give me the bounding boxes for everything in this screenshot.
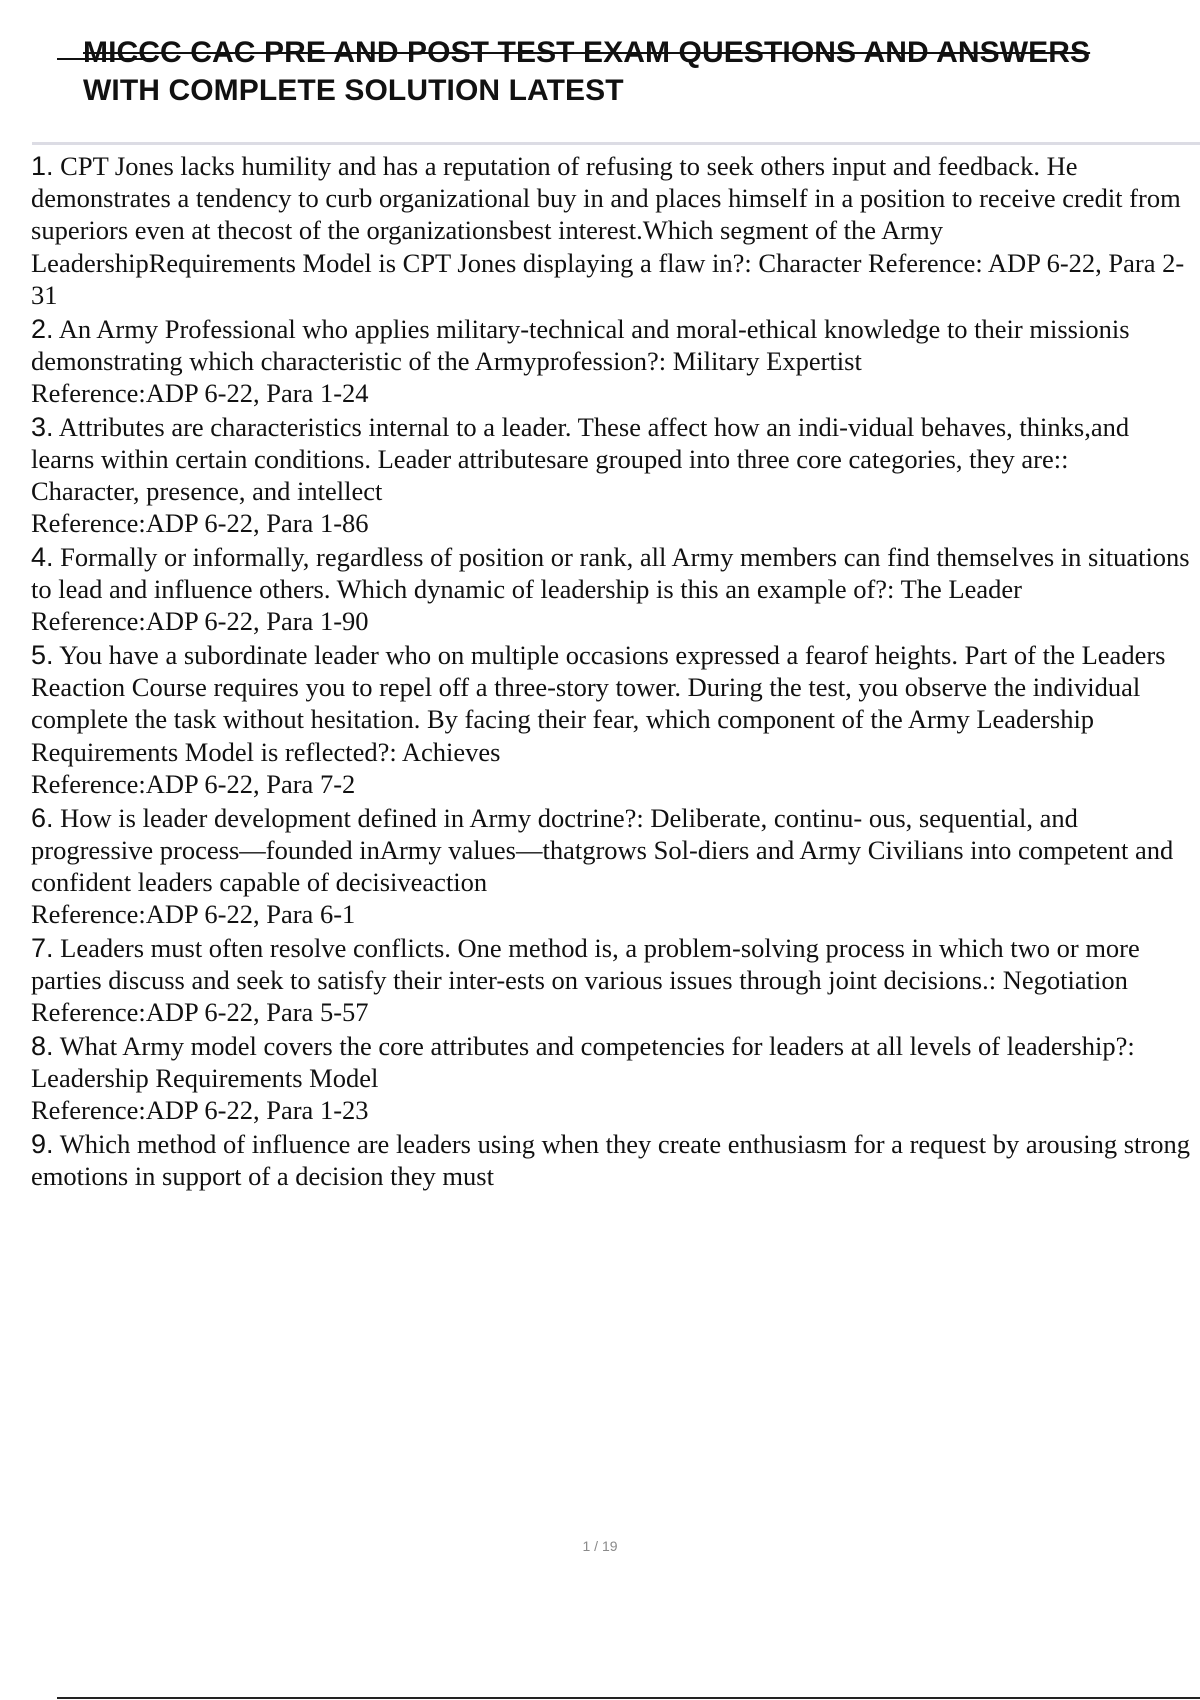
- question-item-3: [31, 411, 1166, 540]
- question-item-7: [31, 932, 1171, 1029]
- question-text: Attributes are characteristics internal to a leader. These affect how an indi-vidual behaves, thinks,and learns within certain conditions. Leader attributesare grouped into three core categories, they are:: Character, presence, and intellect: [31, 411, 1130, 507]
- title-line-1: MICCC CAC PRE AND POST TEST EXAM QUESTIONS AND ANSWERS: [83, 36, 1091, 69]
- question-reference: Reference:ADP 6-22, Para 7-2: [31, 768, 356, 799]
- question-text: CPT Jones lacks humility and has a reputation of refusing to seek others input and feedback. He demonstrates a tendency to curb organizational buy in and places himself in a position to receive credit from superiors even at thecost of the organizationsbest interest.Which segment of the Army LeadershipRequirements Model is CPT Jones displaying a flaw in?: Character Reference: ADP 6-22, Para 2-31: [31, 151, 1185, 310]
- question-item-8: [31, 1030, 1200, 1127]
- title-line-2: WITH COMPLETE SOLUTION LATEST: [83, 74, 624, 107]
- question-text: How is leader development defined in Army doctrine?: Deliberate, continu- ous, sequential, and progressive process—founded inArmy values—thatgrows Sol-diers and Army Civilians into competent and confident leaders capable of decisiveaction: [31, 802, 1174, 897]
- question-number: 6.: [31, 802, 54, 833]
- question-list: [31, 150, 1200, 1194]
- question-reference: Reference:ADP 6-22, Para 1-90: [31, 606, 369, 637]
- question-text: An Army Professional who applies military-technical and moral-ethical knowledge to their missionis demonstrating which characteristic of the Armyprofession?: Military Expertist: [31, 313, 1130, 376]
- question-item-1: [31, 150, 1200, 311]
- question-text: Leaders must often resolve conflicts. One method is, a problem-solving process in which two or more parties discuss and seek to satisfy their inter-ests on various issues through joint decisions.: Negotiation: [31, 932, 1140, 996]
- question-item-2: [31, 313, 1176, 410]
- question-text: You have a subordinate leader who on multiple occasions expressed a fearof heights. Part of the Leaders Reaction Course requires you to repel off a three-story tower. During the test, you observe the individual complete the task without hesitation. By facing their fear, which component of the Army Leadership Requirements Model is reflected?: Achieves: [31, 640, 1166, 767]
- question-item-6: [31, 802, 1200, 931]
- question-number: 3.: [31, 411, 54, 442]
- question-reference: Reference:ADP 6-22, Para 1-23: [31, 1095, 369, 1126]
- question-number: 5.: [31, 640, 54, 671]
- document-title: [83, 34, 1183, 110]
- question-item-4: [31, 541, 1200, 638]
- page-number: 1 / 19: [582, 1538, 618, 1554]
- question-number: 9.: [31, 1129, 54, 1160]
- question-item-5: [31, 639, 1200, 800]
- title-divider: [32, 142, 1200, 145]
- question-number: 1.: [31, 151, 54, 181]
- footer-rule: [57, 1697, 1200, 1699]
- question-text: What Army model covers the core attributes and competencies for leaders at all levels of leadership?: Leadership Requirements Model: [31, 1030, 1135, 1094]
- question-reference: Reference:ADP 6-22, Para 5-57: [31, 997, 369, 1028]
- question-text: Formally or informally, regardless of position or rank, all Army members can find themselves in situations to lead and influence others. Which dynamic of leadership is this an example of?: The Leader: [31, 541, 1190, 605]
- question-text: Which method of influence are leaders using when they create enthusiasm for a request by arousing strong emotions in support of a decision they must: [31, 1129, 1190, 1192]
- question-reference: Reference:ADP 6-22, Para 6-1: [31, 899, 356, 930]
- question-reference: Reference:ADP 6-22, Para 1-24: [31, 377, 369, 408]
- question-number: 2.: [31, 313, 54, 344]
- question-number: 7.: [31, 932, 54, 963]
- question-number: 4.: [31, 541, 54, 572]
- question-item-9: [31, 1128, 1200, 1192]
- question-number: 8.: [31, 1030, 54, 1061]
- question-reference: Reference:ADP 6-22, Para 1-86: [31, 508, 369, 539]
